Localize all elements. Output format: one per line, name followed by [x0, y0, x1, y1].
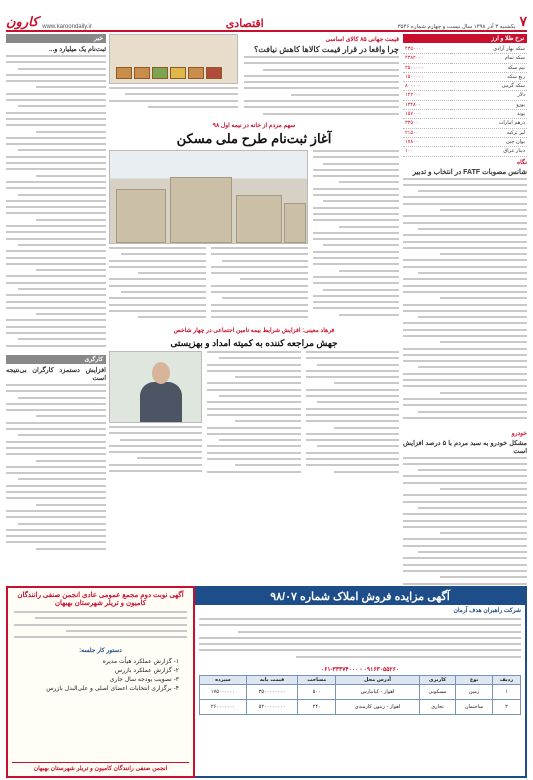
second-story-kicker: فرهاد معینی: افزایش شرایط بیمه تامین اجتماعی در چهار شاخص [173, 328, 335, 334]
middle-column [109, 34, 399, 482]
auction-row [200, 685, 521, 700]
right-kicker: نگاه [517, 159, 527, 166]
section-title: اقتصادی [225, 18, 264, 30]
auction-column-header: سپرده [200, 676, 247, 685]
left-kicker-2: کارگری [6, 355, 106, 364]
right-column [403, 34, 527, 657]
auction-cell: مسکونی [419, 685, 455, 700]
auction-cell: اهواز - زیتون کارمندی [336, 700, 420, 715]
rate-row [403, 63, 527, 72]
rate-row [403, 72, 527, 81]
rate-value: ۴۳۵۰۰۰۰ [403, 45, 451, 54]
auction-cell: ۱ [492, 685, 520, 700]
auction-row [200, 700, 521, 715]
assembly-title: آگهی نوبت دوم مجمع عمومی عادی انجمن صنفی رانندگان کامیون و تریلر شهرستان بهبهان [17, 592, 184, 607]
market-caption [109, 87, 238, 117]
auction-cell: ۱۷۵۰۰۰۰۰۰ [200, 685, 247, 700]
agenda-item: ۳- تصویب بودجه سال جاری [109, 676, 179, 683]
rate-row [403, 100, 527, 109]
auction-cell: اهواز - کیانپارس [336, 685, 420, 700]
agenda-item: ۱- گزارش عملکرد هیأت مدیره [102, 658, 179, 665]
rate-label: لیر ترکیه [451, 128, 527, 137]
assembly-agenda-title: دستور کار جلسه: [79, 648, 122, 654]
rate-label: سکه تمام [451, 54, 527, 63]
rate-row [403, 45, 527, 54]
dateline: یکشنبه ۳ آذر ۱۳۹۸ سال بیست و چهارم شماره ۳۵۴۶ [397, 24, 516, 30]
rate-label: یوان چین [451, 137, 527, 146]
masthead [6, 4, 527, 32]
agenda-item: ۴- برگزاری انتخابات اعضای اصلی و علی‌البدل بازرس [46, 685, 179, 692]
assembly-ad [6, 586, 195, 778]
rate-value: ۱۵۰۰۰۰۰ [403, 72, 451, 81]
auction-title: آگهی مزایده فروش املاک شماره ۹۸/۰۷ [195, 588, 525, 605]
rates-table [403, 45, 527, 157]
auction-column-header: ردیف [492, 676, 520, 685]
rate-value: ۳۳۵۰۰ [403, 119, 451, 128]
main-story-headline: آغاز ثبت‌نام طرح ملی مسکن [176, 131, 332, 146]
auction-cell: زمین [456, 685, 493, 700]
main-story-col2 [211, 247, 308, 325]
assembly-agenda [12, 657, 179, 693]
rate-label: نیم سکه [451, 63, 527, 72]
rate-value: ۸۰۰۰۰۰ [403, 82, 451, 91]
rate-label: پوند [451, 110, 527, 119]
second-story-headline: جهش مراجعه کننده به کمیته امداد و بهزیستی [170, 338, 338, 348]
auction-table [199, 675, 521, 715]
auction-terms [199, 618, 521, 664]
rate-label: سکه بهار آزادی [451, 45, 527, 54]
auction-phones: ۰۶۱-۳۳۳۷۴۰۰۰ - ۰۹۱۶۳۰۵۵۲۶۰ [320, 667, 400, 673]
second-story-col2 [207, 351, 300, 481]
assembly-footer: انجمن صنفی رانندگان کامیون و تریلر شهرستان بهبهان [12, 762, 189, 772]
page-number: ۷ [519, 13, 527, 29]
rate-label: سکه گرمی [451, 82, 527, 91]
rate-value: ۱۳۴۸۰۰ [403, 100, 451, 109]
auction-cell: ۳۵۰۰۰۰۰۰۰۰ [246, 685, 297, 700]
rate-row [403, 54, 527, 63]
auction-cell: ۵۲۰۰۰۰۰۰۰۰ [246, 700, 297, 715]
rate-value: ۱۷۸۰۰ [403, 137, 451, 146]
rate-label: درهم امارات [451, 119, 527, 128]
housing-photo [109, 150, 308, 244]
rates-box-title: نرخ طلا و ارز [403, 34, 527, 43]
rate-row [403, 137, 527, 146]
rate-value: ۲۵۰۰۰۰۰ [403, 63, 451, 72]
left-column [6, 34, 106, 554]
left-body-text [6, 55, 106, 355]
left-headline: ثبت‌نام یک میلیارد و... [48, 46, 106, 53]
top-story-kicker: قیمت جهانی ۸۵ کالای اساسی [325, 37, 399, 43]
car-kicker: خودرو [511, 430, 527, 437]
rate-value: ۱۵۷۰۰۰ [403, 110, 451, 119]
rate-label: یورو [451, 100, 527, 109]
fatf-headline: شانس مصوبات FATF در انتخاب و تدبیر [412, 168, 527, 176]
main-story-col3 [109, 247, 206, 325]
rate-value: ۱۰۰ [403, 147, 451, 156]
auction-column-header: آدرس محل [336, 676, 420, 685]
left-kicker: خبر [6, 34, 106, 43]
rate-row [403, 128, 527, 137]
main-story-kicker: سهم مردم از خانه در نیمه اول ۹۸ [212, 123, 296, 129]
auction-column-header: نوع [456, 676, 493, 685]
agenda-item: ۲- گزارش عملکرد بازرس [114, 667, 179, 674]
site-url: www.karoondaily.ir [42, 24, 92, 30]
auction-cell: ۲۶۰۰۰۰۰۰۰ [200, 700, 247, 715]
market-photo [109, 34, 238, 84]
auction-cell: ۲۴۰ [298, 700, 336, 715]
car-headline: مشکل خودرو به سبد مردم با ۵ درصد افزایش است [403, 439, 527, 455]
top-story-headline: چرا واقعا در قرار قیمت کالاها کاهش نیافت؟ [254, 45, 399, 54]
rate-row [403, 110, 527, 119]
left-headline-2: افزایش دستمزد کارگران بی‌نتیجه است [6, 367, 106, 382]
left-body-text-2 [6, 384, 106, 554]
main-story-col1 [313, 150, 399, 325]
auction-cell: ۲ [492, 700, 520, 715]
auction-cell: تجاری [419, 700, 455, 715]
auction-cell: ۵۰۰ [298, 685, 336, 700]
fatf-body-text [403, 178, 527, 428]
newspaper-logo: کارون [6, 14, 39, 29]
second-story-col1 [306, 351, 399, 481]
portrait-photo [109, 351, 202, 423]
auction-column-header: کاربری [419, 676, 455, 685]
rate-value: ۴۳۸۲۰۰۰ [403, 54, 451, 63]
rate-label: ربع سکه [451, 72, 527, 81]
rate-value: ۲۱۵۰۰ [403, 128, 451, 137]
auction-ad [193, 586, 527, 778]
auction-org: شرکت راهبران هدف آرمان [453, 608, 521, 614]
rate-label: دلار [451, 91, 527, 100]
top-story-body [244, 56, 399, 118]
rate-row [403, 91, 527, 100]
auction-column-header: مساحت [298, 676, 336, 685]
second-story-col3 [109, 426, 202, 482]
rate-row [403, 82, 527, 91]
rate-row [403, 119, 527, 128]
assembly-intro [14, 611, 187, 645]
auction-cell: ساختمان [456, 700, 493, 715]
rate-value: ۱۲۲۰۰۰ [403, 91, 451, 100]
rate-row [403, 147, 527, 156]
auction-column-header: قیمت پایه [246, 676, 297, 685]
rate-label: دینار عراق [451, 147, 527, 156]
